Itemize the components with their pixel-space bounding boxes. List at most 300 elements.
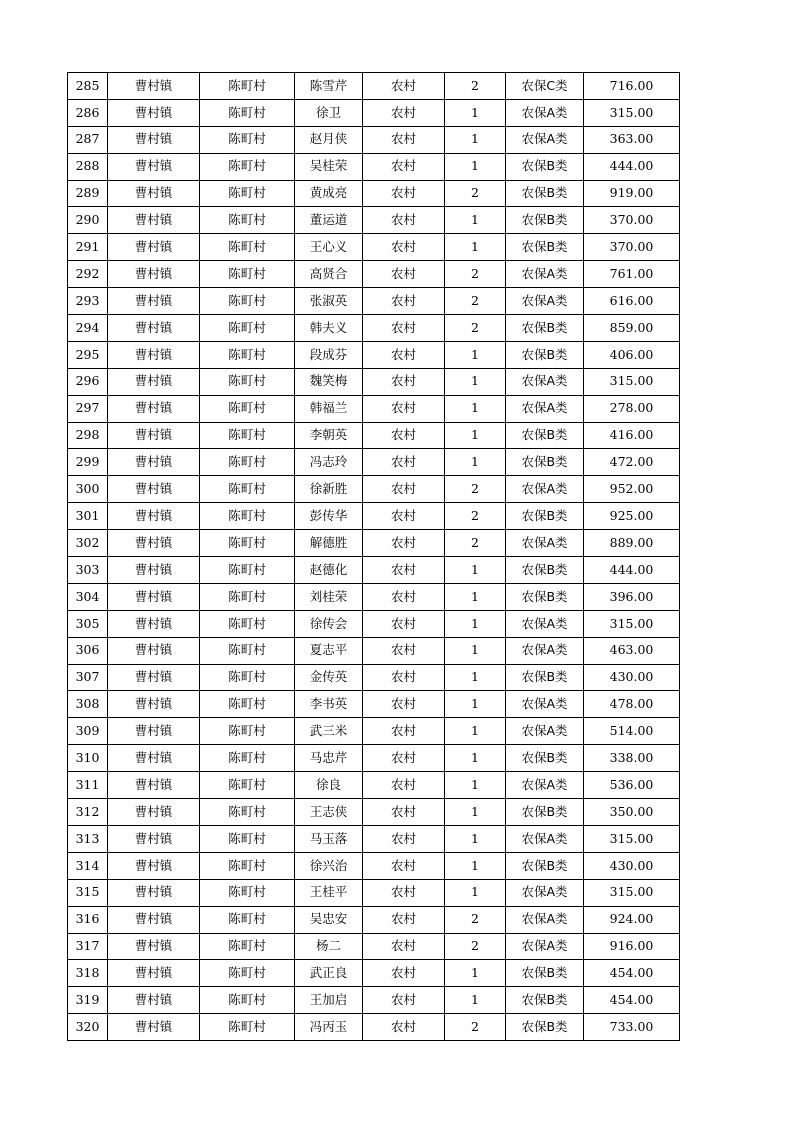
row-number-cell: 308 (68, 691, 108, 718)
amount-cell: 315.00 (584, 825, 680, 852)
amount-cell: 315.00 (584, 368, 680, 395)
row-number-cell: 298 (68, 422, 108, 449)
table-row (68, 73, 680, 100)
insurance-category-cell: 农保B类 (506, 207, 584, 234)
village-cell: 陈町村 (200, 718, 295, 745)
town-cell: 曹村镇 (108, 422, 200, 449)
insurance-category-cell: 农保A类 (506, 395, 584, 422)
household-size-cell: 1 (445, 852, 506, 879)
insurance-category-cell: 农保B类 (506, 503, 584, 530)
village-cell: 陈町村 (200, 395, 295, 422)
row-number-cell: 304 (68, 583, 108, 610)
household-size-cell: 1 (445, 987, 506, 1014)
person-name-cell: 武三米 (295, 718, 363, 745)
amount-cell: 338.00 (584, 745, 680, 772)
person-name-cell: 冯志玲 (295, 449, 363, 476)
insurance-category-cell: 农保A类 (506, 906, 584, 933)
household-type-cell: 农村 (363, 691, 445, 718)
table-row (68, 825, 680, 852)
household-type-cell: 农村 (363, 449, 445, 476)
person-name-cell: 董运道 (295, 207, 363, 234)
household-type-cell: 农村 (363, 73, 445, 100)
row-number-cell: 316 (68, 906, 108, 933)
table-row (68, 530, 680, 557)
household-size-cell: 1 (445, 99, 506, 126)
table-row (68, 99, 680, 126)
household-size-cell: 2 (445, 315, 506, 342)
person-name-cell: 徐新胜 (295, 476, 363, 503)
table-row (68, 422, 680, 449)
roster-table (67, 72, 680, 1041)
town-cell: 曹村镇 (108, 395, 200, 422)
insurance-category-cell: 农保B类 (506, 315, 584, 342)
insurance-category-cell: 农保B类 (506, 449, 584, 476)
amount-cell: 761.00 (584, 261, 680, 288)
row-number-cell: 313 (68, 825, 108, 852)
amount-cell: 430.00 (584, 664, 680, 691)
person-name-cell: 李朝英 (295, 422, 363, 449)
insurance-category-cell: 农保B类 (506, 153, 584, 180)
town-cell: 曹村镇 (108, 207, 200, 234)
table-row (68, 153, 680, 180)
household-type-cell: 农村 (363, 933, 445, 960)
household-type-cell: 农村 (363, 315, 445, 342)
household-type-cell: 农村 (363, 664, 445, 691)
household-type-cell: 农村 (363, 368, 445, 395)
household-size-cell: 1 (445, 637, 506, 664)
person-name-cell: 赵月侠 (295, 126, 363, 153)
table-row (68, 879, 680, 906)
town-cell: 曹村镇 (108, 610, 200, 637)
table-row (68, 1014, 680, 1041)
roster-table-body (68, 73, 680, 1041)
amount-cell: 536.00 (584, 772, 680, 799)
amount-cell: 733.00 (584, 1014, 680, 1041)
village-cell: 陈町村 (200, 368, 295, 395)
insurance-category-cell: 农保A类 (506, 718, 584, 745)
row-number-cell: 295 (68, 341, 108, 368)
household-type-cell: 农村 (363, 1014, 445, 1041)
household-size-cell: 2 (445, 261, 506, 288)
village-cell: 陈町村 (200, 449, 295, 476)
amount-cell: 454.00 (584, 987, 680, 1014)
amount-cell: 315.00 (584, 99, 680, 126)
person-name-cell: 韩夫义 (295, 315, 363, 342)
amount-cell: 454.00 (584, 960, 680, 987)
person-name-cell: 夏志平 (295, 637, 363, 664)
row-number-cell: 303 (68, 557, 108, 584)
town-cell: 曹村镇 (108, 530, 200, 557)
town-cell: 曹村镇 (108, 772, 200, 799)
household-size-cell: 1 (445, 610, 506, 637)
town-cell: 曹村镇 (108, 664, 200, 691)
person-name-cell: 段成芬 (295, 341, 363, 368)
insurance-category-cell: 农保A类 (506, 368, 584, 395)
table-row (68, 906, 680, 933)
insurance-category-cell: 农保A类 (506, 691, 584, 718)
village-cell: 陈町村 (200, 476, 295, 503)
insurance-category-cell: 农保A类 (506, 610, 584, 637)
table-row (68, 745, 680, 772)
household-size-cell: 1 (445, 557, 506, 584)
household-type-cell: 农村 (363, 395, 445, 422)
table-row (68, 583, 680, 610)
insurance-category-cell: 农保A类 (506, 933, 584, 960)
row-number-cell: 312 (68, 799, 108, 826)
village-cell: 陈町村 (200, 610, 295, 637)
town-cell: 曹村镇 (108, 691, 200, 718)
town-cell: 曹村镇 (108, 126, 200, 153)
household-size-cell: 2 (445, 180, 506, 207)
amount-cell: 416.00 (584, 422, 680, 449)
amount-cell: 363.00 (584, 126, 680, 153)
village-cell: 陈町村 (200, 126, 295, 153)
amount-cell: 278.00 (584, 395, 680, 422)
household-size-cell: 1 (445, 395, 506, 422)
row-number-cell: 320 (68, 1014, 108, 1041)
table-row (68, 933, 680, 960)
insurance-category-cell: 农保B类 (506, 557, 584, 584)
town-cell: 曹村镇 (108, 153, 200, 180)
town-cell: 曹村镇 (108, 234, 200, 261)
person-name-cell: 马忠芹 (295, 745, 363, 772)
person-name-cell: 魏笑梅 (295, 368, 363, 395)
household-type-cell: 农村 (363, 530, 445, 557)
person-name-cell: 张淑英 (295, 288, 363, 315)
row-number-cell: 305 (68, 610, 108, 637)
person-name-cell: 金传英 (295, 664, 363, 691)
village-cell: 陈町村 (200, 234, 295, 261)
row-number-cell: 314 (68, 852, 108, 879)
insurance-category-cell: 农保B类 (506, 987, 584, 1014)
row-number-cell: 287 (68, 126, 108, 153)
village-cell: 陈町村 (200, 664, 295, 691)
amount-cell: 925.00 (584, 503, 680, 530)
village-cell: 陈町村 (200, 422, 295, 449)
amount-cell: 430.00 (584, 852, 680, 879)
insurance-category-cell: 农保B类 (506, 234, 584, 261)
table-row (68, 234, 680, 261)
amount-cell: 952.00 (584, 476, 680, 503)
amount-cell: 716.00 (584, 73, 680, 100)
person-name-cell: 王桂平 (295, 879, 363, 906)
person-name-cell: 马玉落 (295, 825, 363, 852)
table-row (68, 637, 680, 664)
table-row (68, 368, 680, 395)
household-type-cell: 农村 (363, 610, 445, 637)
household-type-cell: 农村 (363, 207, 445, 234)
town-cell: 曹村镇 (108, 933, 200, 960)
table-row (68, 852, 680, 879)
person-name-cell: 徐卫 (295, 99, 363, 126)
insurance-category-cell: 农保A类 (506, 126, 584, 153)
insurance-category-cell: 农保B类 (506, 1014, 584, 1041)
village-cell: 陈町村 (200, 772, 295, 799)
village-cell: 陈町村 (200, 73, 295, 100)
household-size-cell: 2 (445, 530, 506, 557)
household-size-cell: 1 (445, 799, 506, 826)
row-number-cell: 310 (68, 745, 108, 772)
person-name-cell: 黄成亮 (295, 180, 363, 207)
household-size-cell: 2 (445, 933, 506, 960)
insurance-category-cell: 农保B类 (506, 583, 584, 610)
insurance-category-cell: 农保A类 (506, 530, 584, 557)
amount-cell: 406.00 (584, 341, 680, 368)
household-size-cell: 1 (445, 772, 506, 799)
amount-cell: 444.00 (584, 557, 680, 584)
household-size-cell: 1 (445, 691, 506, 718)
household-type-cell: 农村 (363, 503, 445, 530)
table-row (68, 395, 680, 422)
village-cell: 陈町村 (200, 691, 295, 718)
town-cell: 曹村镇 (108, 315, 200, 342)
village-cell: 陈町村 (200, 341, 295, 368)
amount-cell: 924.00 (584, 906, 680, 933)
town-cell: 曹村镇 (108, 449, 200, 476)
insurance-category-cell: 农保C类 (506, 73, 584, 100)
row-number-cell: 317 (68, 933, 108, 960)
insurance-category-cell: 农保A类 (506, 637, 584, 664)
household-size-cell: 1 (445, 207, 506, 234)
household-type-cell: 农村 (363, 422, 445, 449)
household-size-cell: 1 (445, 879, 506, 906)
table-row (68, 476, 680, 503)
table-row (68, 772, 680, 799)
row-number-cell: 315 (68, 879, 108, 906)
amount-cell: 472.00 (584, 449, 680, 476)
insurance-category-cell: 农保B类 (506, 960, 584, 987)
row-number-cell: 309 (68, 718, 108, 745)
household-type-cell: 农村 (363, 987, 445, 1014)
household-type-cell: 农村 (363, 852, 445, 879)
household-type-cell: 农村 (363, 153, 445, 180)
town-cell: 曹村镇 (108, 476, 200, 503)
household-type-cell: 农村 (363, 718, 445, 745)
town-cell: 曹村镇 (108, 906, 200, 933)
town-cell: 曹村镇 (108, 503, 200, 530)
town-cell: 曹村镇 (108, 583, 200, 610)
village-cell: 陈町村 (200, 1014, 295, 1041)
village-cell: 陈町村 (200, 261, 295, 288)
village-cell: 陈町村 (200, 879, 295, 906)
household-size-cell: 1 (445, 825, 506, 852)
row-number-cell: 294 (68, 315, 108, 342)
village-cell: 陈町村 (200, 933, 295, 960)
town-cell: 曹村镇 (108, 799, 200, 826)
insurance-category-cell: 农保A类 (506, 879, 584, 906)
table-row (68, 718, 680, 745)
row-number-cell: 302 (68, 530, 108, 557)
town-cell: 曹村镇 (108, 637, 200, 664)
town-cell: 曹村镇 (108, 99, 200, 126)
row-number-cell: 299 (68, 449, 108, 476)
insurance-category-cell: 农保B类 (506, 799, 584, 826)
amount-cell: 350.00 (584, 799, 680, 826)
village-cell: 陈町村 (200, 207, 295, 234)
village-cell: 陈町村 (200, 530, 295, 557)
amount-cell: 919.00 (584, 180, 680, 207)
household-type-cell: 农村 (363, 126, 445, 153)
amount-cell: 859.00 (584, 315, 680, 342)
amount-cell: 370.00 (584, 234, 680, 261)
amount-cell: 514.00 (584, 718, 680, 745)
row-number-cell: 289 (68, 180, 108, 207)
table-row (68, 180, 680, 207)
table-row (68, 288, 680, 315)
household-type-cell: 农村 (363, 637, 445, 664)
person-name-cell: 陈雪芹 (295, 73, 363, 100)
insurance-category-cell: 农保A类 (506, 772, 584, 799)
household-type-cell: 农村 (363, 745, 445, 772)
village-cell: 陈町村 (200, 180, 295, 207)
table-row (68, 960, 680, 987)
household-type-cell: 农村 (363, 261, 445, 288)
amount-cell: 478.00 (584, 691, 680, 718)
village-cell: 陈町村 (200, 799, 295, 826)
table-row (68, 503, 680, 530)
amount-cell: 463.00 (584, 637, 680, 664)
town-cell: 曹村镇 (108, 557, 200, 584)
town-cell: 曹村镇 (108, 341, 200, 368)
village-cell: 陈町村 (200, 503, 295, 530)
person-name-cell: 王心义 (295, 234, 363, 261)
village-cell: 陈町村 (200, 153, 295, 180)
table-row (68, 664, 680, 691)
person-name-cell: 徐兴治 (295, 852, 363, 879)
table-row (68, 557, 680, 584)
amount-cell: 616.00 (584, 288, 680, 315)
row-number-cell: 285 (68, 73, 108, 100)
household-type-cell: 农村 (363, 341, 445, 368)
household-size-cell: 2 (445, 1014, 506, 1041)
table-row (68, 799, 680, 826)
person-name-cell: 彭传华 (295, 503, 363, 530)
household-size-cell: 2 (445, 906, 506, 933)
household-size-cell: 1 (445, 126, 506, 153)
household-type-cell: 农村 (363, 288, 445, 315)
village-cell: 陈町村 (200, 557, 295, 584)
household-size-cell: 1 (445, 368, 506, 395)
town-cell: 曹村镇 (108, 288, 200, 315)
table-row (68, 207, 680, 234)
household-size-cell: 1 (445, 449, 506, 476)
row-number-cell: 301 (68, 503, 108, 530)
amount-cell: 444.00 (584, 153, 680, 180)
row-number-cell: 292 (68, 261, 108, 288)
insurance-category-cell: 农保A类 (506, 476, 584, 503)
household-type-cell: 农村 (363, 557, 445, 584)
row-number-cell: 296 (68, 368, 108, 395)
household-size-cell: 1 (445, 583, 506, 610)
village-cell: 陈町村 (200, 315, 295, 342)
village-cell: 陈町村 (200, 987, 295, 1014)
household-size-cell: 1 (445, 745, 506, 772)
town-cell: 曹村镇 (108, 718, 200, 745)
town-cell: 曹村镇 (108, 368, 200, 395)
household-type-cell: 农村 (363, 583, 445, 610)
town-cell: 曹村镇 (108, 852, 200, 879)
village-cell: 陈町村 (200, 852, 295, 879)
row-number-cell: 306 (68, 637, 108, 664)
person-name-cell: 王志侠 (295, 799, 363, 826)
row-number-cell: 307 (68, 664, 108, 691)
household-type-cell: 农村 (363, 825, 445, 852)
person-name-cell: 吴桂荣 (295, 153, 363, 180)
household-size-cell: 2 (445, 73, 506, 100)
person-name-cell: 武正良 (295, 960, 363, 987)
row-number-cell: 300 (68, 476, 108, 503)
village-cell: 陈町村 (200, 906, 295, 933)
insurance-category-cell: 农保B类 (506, 745, 584, 772)
household-size-cell: 1 (445, 960, 506, 987)
amount-cell: 370.00 (584, 207, 680, 234)
person-name-cell: 刘桂荣 (295, 583, 363, 610)
person-name-cell: 徐良 (295, 772, 363, 799)
row-number-cell: 291 (68, 234, 108, 261)
household-type-cell: 农村 (363, 960, 445, 987)
table-row (68, 691, 680, 718)
village-cell: 陈町村 (200, 825, 295, 852)
village-cell: 陈町村 (200, 99, 295, 126)
insurance-category-cell: 农保A类 (506, 261, 584, 288)
row-number-cell: 319 (68, 987, 108, 1014)
village-cell: 陈町村 (200, 583, 295, 610)
town-cell: 曹村镇 (108, 180, 200, 207)
row-number-cell: 290 (68, 207, 108, 234)
town-cell: 曹村镇 (108, 987, 200, 1014)
person-name-cell: 高贤合 (295, 261, 363, 288)
insurance-category-cell: 农保A类 (506, 288, 584, 315)
household-type-cell: 农村 (363, 799, 445, 826)
person-name-cell: 冯丙玉 (295, 1014, 363, 1041)
amount-cell: 916.00 (584, 933, 680, 960)
town-cell: 曹村镇 (108, 879, 200, 906)
insurance-category-cell: 农保B类 (506, 180, 584, 207)
person-name-cell: 杨二 (295, 933, 363, 960)
amount-cell: 396.00 (584, 583, 680, 610)
person-name-cell: 李书英 (295, 691, 363, 718)
household-size-cell: 1 (445, 718, 506, 745)
village-cell: 陈町村 (200, 745, 295, 772)
table-row (68, 449, 680, 476)
person-name-cell: 王加启 (295, 987, 363, 1014)
row-number-cell: 288 (68, 153, 108, 180)
person-name-cell: 解德胜 (295, 530, 363, 557)
household-size-cell: 1 (445, 341, 506, 368)
insurance-category-cell: 农保B类 (506, 422, 584, 449)
insurance-category-cell: 农保B类 (506, 852, 584, 879)
row-number-cell: 297 (68, 395, 108, 422)
table-row (68, 987, 680, 1014)
household-size-cell: 1 (445, 422, 506, 449)
town-cell: 曹村镇 (108, 73, 200, 100)
table-row (68, 610, 680, 637)
row-number-cell: 286 (68, 99, 108, 126)
person-name-cell: 赵德化 (295, 557, 363, 584)
household-size-cell: 2 (445, 288, 506, 315)
table-row (68, 126, 680, 153)
row-number-cell: 318 (68, 960, 108, 987)
table-row (68, 261, 680, 288)
household-type-cell: 农村 (363, 234, 445, 261)
town-cell: 曹村镇 (108, 825, 200, 852)
town-cell: 曹村镇 (108, 1014, 200, 1041)
household-size-cell: 1 (445, 234, 506, 261)
town-cell: 曹村镇 (108, 745, 200, 772)
town-cell: 曹村镇 (108, 261, 200, 288)
row-number-cell: 311 (68, 772, 108, 799)
household-size-cell: 2 (445, 503, 506, 530)
